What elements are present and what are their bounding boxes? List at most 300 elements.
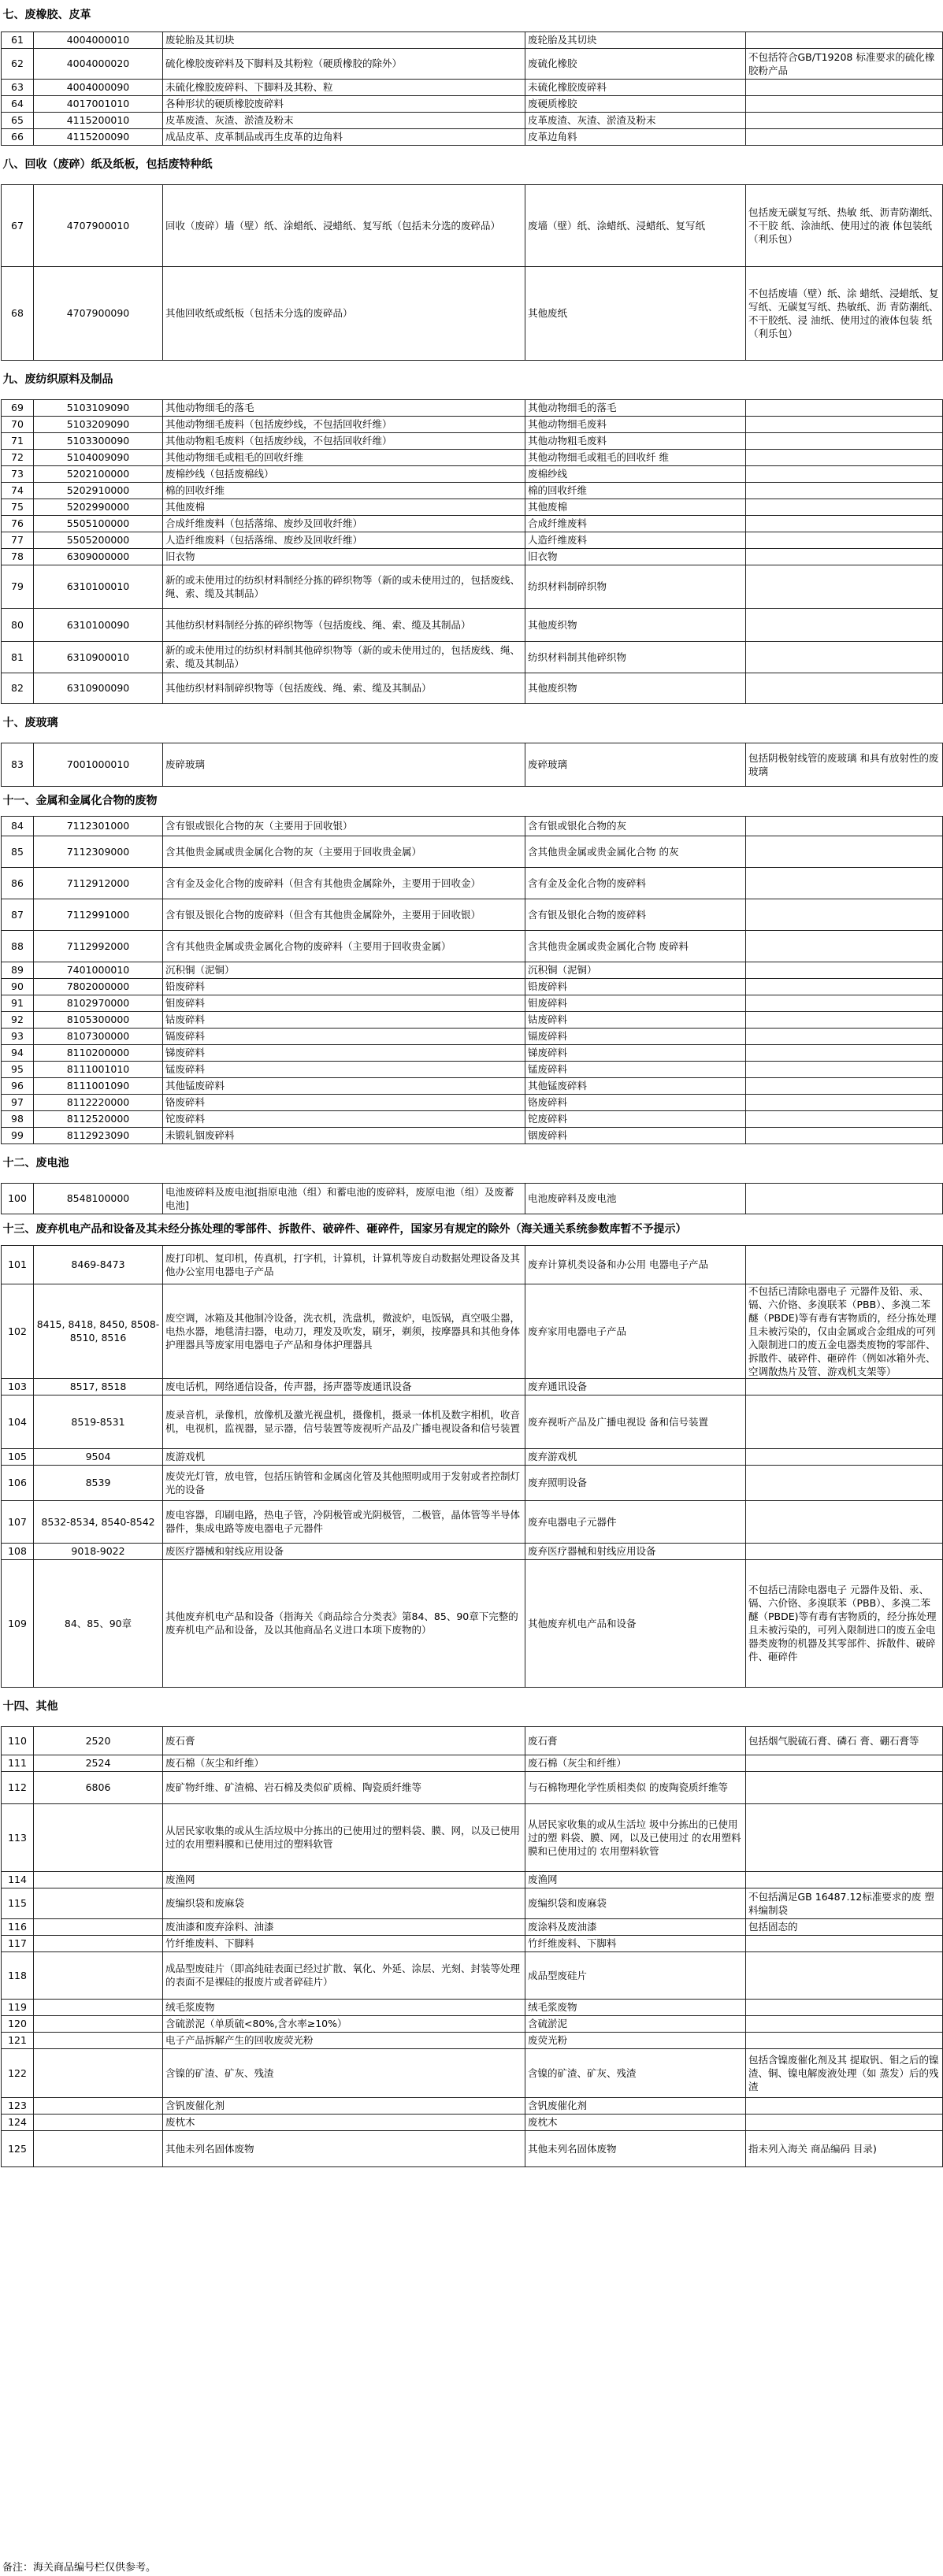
waste-name: 其他纺织材料制碎织物等（包括废线、绳、索、缆及其制品）	[163, 673, 525, 703]
remark	[746, 2114, 943, 2130]
table-row	[2, 673, 943, 703]
table-row	[2, 1999, 943, 2015]
short-name: 绒毛浆废物	[525, 1999, 746, 2015]
waste-name: 其他废棉	[163, 499, 525, 515]
row-number: 103	[2, 1378, 34, 1395]
remark	[746, 867, 943, 899]
row-number: 93	[2, 1028, 34, 1044]
section-header-row	[2, 1143, 943, 1183]
hs-code: 5202100000	[34, 465, 163, 482]
hs-code: 7112912000	[34, 867, 163, 899]
row-number: 92	[2, 1011, 34, 1028]
hs-code: 6310900090	[34, 673, 163, 703]
hs-code: 5103109090	[34, 399, 163, 416]
hs-code	[34, 1803, 163, 1871]
row-number: 76	[2, 515, 34, 532]
row-number: 97	[2, 1094, 34, 1110]
hs-code: 4004000020	[34, 48, 163, 79]
remark	[746, 565, 943, 608]
hs-code: 5202990000	[34, 499, 163, 515]
waste-name: 绒毛浆废物	[163, 1999, 525, 2015]
table-row	[2, 1094, 943, 1110]
section-title: 十、废玻璃	[2, 716, 58, 729]
remark	[746, 1771, 943, 1803]
table-row	[2, 1755, 943, 1771]
table-row	[2, 1771, 943, 1803]
row-number: 64	[2, 95, 34, 112]
remark	[746, 930, 943, 962]
table-row	[2, 482, 943, 499]
remark	[746, 1044, 943, 1061]
row-number: 90	[2, 978, 34, 995]
waste-name: 从居民家收集的或从生活垃圾中分拣出的已使用过的塑料袋、膜、网，以及已使用过的农用塑料膜和已使用过的塑料软管	[163, 1803, 525, 1871]
table-row	[2, 2114, 943, 2130]
waste-name: 皮革废渣、灰渣、淤渣及粉末	[163, 112, 525, 128]
remark	[746, 1999, 943, 2015]
short-name: 其他锰废碎料	[525, 1077, 746, 1094]
section-title: 七、废橡胶、皮革	[2, 9, 91, 22]
hs-code: 8111001010	[34, 1061, 163, 1077]
hs-code: 8110200000	[34, 1044, 163, 1061]
row-number: 68	[2, 266, 34, 360]
section-title: 十一、金属和金属化合物的废物	[2, 794, 158, 807]
short-name: 含其他贵金属或贵金属化合物 废碎料	[525, 930, 746, 962]
remark: 不包括已清除电器电子 元器件及铅、汞、镉、六价铬、多溴联苯（PBB）、多溴二苯醚（PBDE)等有毒有害物质的，经分拣处理且未被污染的，仅由金属或合金组成的可列入限制进口的废五金电器类废物的零部件、拆散件、破碎件、砸碎件（例如冰箱外壳、空调散热片及管、游戏机支架等）	[746, 1284, 943, 1378]
waste-name: 废油漆和废弃涂料、油漆	[163, 1918, 525, 1935]
waste-name: 合成纤维废料（包括落绵、废纱及回收纤维）	[163, 515, 525, 532]
table-row	[2, 548, 943, 565]
row-number: 80	[2, 608, 34, 641]
waste-name: 锑废碎料	[163, 1044, 525, 1061]
short-name: 废荧光粉	[525, 2032, 746, 2048]
remark: 包括烟气脱硫石膏、磷石 膏、硼石膏等	[746, 1726, 943, 1755]
short-name: 其他废纸	[525, 266, 746, 360]
table-row	[2, 1871, 943, 1888]
waste-name: 其他回收纸或纸板（包括未分选的废碎品）	[163, 266, 525, 360]
waste-name: 成品型废硅片（即高纯硅表面已经过扩散、氧化、外延、涂层、光刻、封装等处理的表面不是裸硅的报废片或者碎硅片）	[163, 1951, 525, 1999]
short-name: 钴废碎料	[525, 1011, 746, 1028]
short-name: 铊废碎料	[525, 1110, 746, 1127]
waste-name: 其他锰废碎料	[163, 1077, 525, 1094]
row-number: 77	[2, 532, 34, 548]
section-header-row	[2, 145, 943, 184]
waste-name: 硫化橡胶废碎料及下脚料及其粉粒（硬质橡胶的除外）	[163, 48, 525, 79]
waste-name: 钴废碎料	[163, 1011, 525, 1028]
remark	[746, 2097, 943, 2114]
waste-name: 含硫淤泥（单质硫<80%,含水率≥10%）	[163, 2015, 525, 2032]
waste-name: 含有金及金化合物的废碎料（但含有其他贵金属除外，主要用于回收金）	[163, 867, 525, 899]
row-number: 74	[2, 482, 34, 499]
remark	[746, 128, 943, 145]
row-number: 115	[2, 1888, 34, 1918]
short-name: 锰废碎料	[525, 1061, 746, 1077]
section-title: 十二、废电池	[2, 1156, 69, 1169]
section-header-row	[2, 703, 943, 743]
remark	[746, 2032, 943, 2048]
table-row	[2, 2048, 943, 2097]
table-row	[2, 2097, 943, 2114]
short-name: 其他未列名固体废物	[525, 2130, 746, 2166]
waste-name: 其他纺织材料制经分拣的碎织物等（包括废线、绳、索、缆及其制品）	[163, 608, 525, 641]
section-title: 八、回收（废碎）纸及纸板，包括废特种纸	[2, 158, 213, 171]
waste-name: 竹纤维废料、下脚料	[163, 1935, 525, 1951]
hs-code: 5505100000	[34, 515, 163, 532]
hs-code	[34, 2032, 163, 2048]
remark	[746, 816, 943, 836]
section-title: 十四、其他	[2, 1699, 58, 1713]
table-row	[2, 1183, 943, 1214]
table-row	[2, 565, 943, 608]
table-row	[2, 743, 943, 786]
row-number: 91	[2, 995, 34, 1011]
hs-code: 6310100010	[34, 565, 163, 608]
remark: 不包括符合GB/T19208 标准要求的硫化橡胶粉产品	[746, 48, 943, 79]
hs-code	[34, 2114, 163, 2130]
table-row	[2, 2032, 943, 2048]
row-number: 79	[2, 565, 34, 608]
hs-code: 4004000090	[34, 79, 163, 95]
hs-code: 4004000010	[34, 32, 163, 48]
footnote: 备注：海关商品编号栏仅供参考。	[2, 2562, 157, 2574]
waste-name: 废电话机，网络通信设备，传声器，扬声器等废通讯设备	[163, 1378, 525, 1395]
table-row	[2, 1726, 943, 1755]
table-row	[2, 1028, 943, 1044]
waste-name: 废编织袋和废麻袋	[163, 1888, 525, 1918]
waste-name: 含有其他贵金属或贵金属化合物的废碎料（主要用于回收贵金属）	[163, 930, 525, 962]
table-row	[2, 641, 943, 673]
waste-name: 新的或未使用过的纺织材料制经分拣的碎织物等（新的或未使用过的，包括废线、绳、索、缆及其制品）	[163, 565, 525, 608]
short-name: 沉积铜（泥铜）	[525, 962, 746, 978]
remark: 包括固态的	[746, 1918, 943, 1935]
remark: 不包括满足GB 16487.12标准要求的废 塑料编制袋	[746, 1888, 943, 1918]
remark	[746, 899, 943, 930]
row-number: 104	[2, 1395, 34, 1448]
waste-name: 未锻轧铟废碎料	[163, 1127, 525, 1143]
remark	[746, 416, 943, 432]
table-row	[2, 1448, 943, 1465]
row-number: 111	[2, 1755, 34, 1771]
remark	[746, 432, 943, 449]
table-row	[2, 1284, 943, 1378]
table-row	[2, 184, 943, 266]
table-row	[2, 1803, 943, 1871]
table-row	[2, 962, 943, 978]
row-number: 61	[2, 32, 34, 48]
row-number: 107	[2, 1500, 34, 1543]
hs-code: 6309000000	[34, 548, 163, 565]
table-row	[2, 112, 943, 128]
hs-code: 2520	[34, 1726, 163, 1755]
row-number: 78	[2, 548, 34, 565]
row-number: 101	[2, 1245, 34, 1284]
short-name: 铅废碎料	[525, 978, 746, 995]
hs-code	[34, 1935, 163, 1951]
remark	[746, 1077, 943, 1094]
table-row	[2, 95, 943, 112]
table-row	[2, 465, 943, 482]
short-name: 其他动物细毛的落毛	[525, 399, 746, 416]
hs-code: 8539	[34, 1465, 163, 1500]
row-number: 98	[2, 1110, 34, 1127]
remark: 指未列入海关 商品编码 目录)	[746, 2130, 943, 2166]
section-title: 十三、废弃机电产品和设备及其未经分拣处理的零部件、拆散件、破碎件、砸碎件，国家另有规定的除外（海关通关系统参数库暂不予提示）	[2, 1222, 687, 1236]
waste-name: 其他动物粗毛废料（包括废纱线，不包括回收纤维）	[163, 432, 525, 449]
waste-name: 含其他贵金属或贵金属化合物的灰（主要用于回收贵金属）	[163, 836, 525, 867]
hs-code: 9018-9022	[34, 1543, 163, 1559]
hs-code: 7802000000	[34, 978, 163, 995]
hs-code: 8548100000	[34, 1183, 163, 1214]
remark	[746, 1803, 943, 1871]
row-number: 89	[2, 962, 34, 978]
hs-code: 8107300000	[34, 1028, 163, 1044]
short-name: 废棉纱线	[525, 465, 746, 482]
remark	[746, 499, 943, 515]
hs-code: 4115200090	[34, 128, 163, 145]
hs-code: 4707900090	[34, 266, 163, 360]
remark	[746, 1127, 943, 1143]
waste-name: 其他废弃机电产品和设备（指海关《商品综合分类表》第84、85、90章下完整的废弃机电产品和设备，及以其他商品名义进口本项下废物的）	[163, 1559, 525, 1687]
remark	[746, 1448, 943, 1465]
table-row	[2, 515, 943, 532]
remark	[746, 995, 943, 1011]
row-number: 122	[2, 2048, 34, 2097]
hs-code: 4707900010	[34, 184, 163, 266]
remark	[746, 962, 943, 978]
short-name: 铬废碎料	[525, 1094, 746, 1110]
short-name: 其他废弃机电产品和设备	[525, 1559, 746, 1687]
row-number: 71	[2, 432, 34, 449]
row-number: 95	[2, 1061, 34, 1077]
hs-code: 7112992000	[34, 930, 163, 962]
table-row	[2, 1918, 943, 1935]
row-number: 82	[2, 673, 34, 703]
remark	[746, 548, 943, 565]
hs-code: 8532-8534, 8540-8542	[34, 1500, 163, 1543]
table-row	[2, 79, 943, 95]
table-row	[2, 48, 943, 79]
row-number: 65	[2, 112, 34, 128]
short-name: 含硫淤泥	[525, 2015, 746, 2032]
table-row	[2, 1127, 943, 1143]
table-row	[2, 532, 943, 548]
remark	[746, 112, 943, 128]
waste-name: 废打印机、复印机，传真机，打字机，计算机，计算机等废自动数据处理设备及其他办公室用电器电子产品	[163, 1245, 525, 1284]
row-number: 117	[2, 1935, 34, 1951]
table-row	[2, 816, 943, 836]
short-name: 废弃视听产品及广播电视设 备和信号装置	[525, 1395, 746, 1448]
table-row	[2, 1044, 943, 1061]
remark	[746, 532, 943, 548]
waste-name: 含镍的矿渣、矿灰、残渣	[163, 2048, 525, 2097]
waste-name: 旧衣物	[163, 548, 525, 565]
hs-code: 6806	[34, 1771, 163, 1803]
waste-name: 棉的回收纤维	[163, 482, 525, 499]
short-name: 皮革边角料	[525, 128, 746, 145]
remark	[746, 1061, 943, 1077]
remark	[746, 32, 943, 48]
table-row	[2, 2015, 943, 2032]
table-row	[2, 899, 943, 930]
table-row	[2, 1559, 943, 1687]
short-name: 其他动物粗毛废料	[525, 432, 746, 449]
row-number: 119	[2, 1999, 34, 2015]
row-number: 62	[2, 48, 34, 79]
remark	[746, 465, 943, 482]
row-number: 108	[2, 1543, 34, 1559]
short-name: 废枕木	[525, 2114, 746, 2130]
remark	[746, 79, 943, 95]
remark	[746, 482, 943, 499]
waste-name: 铬废碎料	[163, 1094, 525, 1110]
row-number: 125	[2, 2130, 34, 2166]
short-name: 含有银及银化合物的废碎料	[525, 899, 746, 930]
waste-name: 废枕木	[163, 2114, 525, 2130]
waste-name: 铊废碎料	[163, 1110, 525, 1127]
hs-code: 8517, 8518	[34, 1378, 163, 1395]
hs-code: 6310100090	[34, 608, 163, 641]
section-header-row	[2, 360, 943, 399]
short-name: 废编织袋和废麻袋	[525, 1888, 746, 1918]
short-name: 其他动物细毛或粗毛的回收纤 维	[525, 449, 746, 465]
table-row	[2, 1888, 943, 1918]
table-row	[2, 2130, 943, 2166]
waste-name: 废碎玻璃	[163, 743, 525, 786]
table-row	[2, 1935, 943, 1951]
waste-name: 新的或未使用过的纺织材料制其他碎织物等（新的或未使用过的，包括废线、绳、索、缆及其制品）	[163, 641, 525, 673]
table-row	[2, 867, 943, 899]
hs-code: 4017001010	[34, 95, 163, 112]
remark: 包括废无碳复写纸、热敏 纸、沥青防潮纸、不干胶 纸、涂油纸、使用过的液 体包装纸（利乐包）	[746, 184, 943, 266]
short-name: 废碎玻璃	[525, 743, 746, 786]
hs-code: 8415, 8418, 8450, 8508-8510, 8516	[34, 1284, 163, 1378]
table-row	[2, 1395, 943, 1448]
short-name: 锑废碎料	[525, 1044, 746, 1061]
hs-code: 8519-8531	[34, 1395, 163, 1448]
waste-name: 回收（废碎）墙（壁）纸、涂蜡纸、浸蜡纸、复写纸（包括未分选的废碎品）	[163, 184, 525, 266]
waste-name: 废矿物纤维、矿渣棉、岩石棉及类似矿质棉、陶瓷质纤维等	[163, 1771, 525, 1803]
row-number: 124	[2, 2114, 34, 2130]
short-name: 镉废碎料	[525, 1028, 746, 1044]
short-name: 废弃通讯设备	[525, 1378, 746, 1395]
short-name: 钼废碎料	[525, 995, 746, 1011]
short-name: 废弃医疗器械和射线应用设备	[525, 1543, 746, 1559]
hs-code	[34, 1951, 163, 1999]
table-row	[2, 128, 943, 145]
short-name: 其他废棉	[525, 499, 746, 515]
hs-code	[34, 2015, 163, 2032]
waste-name: 含钒废催化剂	[163, 2097, 525, 2114]
row-number: 67	[2, 184, 34, 266]
waste-name: 电池废碎料及废电池[指原电池（组）和蓄电池的废碎料，废原电池（组）及废蓄电池]	[163, 1183, 525, 1214]
waste-name: 钼废碎料	[163, 995, 525, 1011]
short-name: 废墙（壁）纸、涂蜡纸、浸蜡纸、复写纸	[525, 184, 746, 266]
section-header-row	[2, 0, 943, 32]
waste-name: 沉积铜（泥铜）	[163, 962, 525, 978]
waste-name: 锰废碎料	[163, 1061, 525, 1077]
hs-code: 8469-8473	[34, 1245, 163, 1284]
waste-name: 其他动物细毛废料（包括废纱线，不包括回收纤维）	[163, 416, 525, 432]
short-name: 从居民家收集的或从生活垃 圾中分拣出的已使用过的塑 料袋、膜、网，以及已使用过 的农用塑料膜和已使用过的 农用塑料软管	[525, 1803, 746, 1871]
table-row	[2, 399, 943, 416]
section-title: 九、废纺织原料及制品	[2, 373, 113, 386]
remark	[746, 515, 943, 532]
section-header-row	[2, 1214, 943, 1245]
waste-name: 成品皮革、皮革制品或再生皮革的边角料	[163, 128, 525, 145]
remark	[746, 1110, 943, 1127]
short-name: 未硫化橡胶废碎料	[525, 79, 746, 95]
remark	[746, 1094, 943, 1110]
table-row	[2, 1245, 943, 1284]
short-name: 废弃游戏机	[525, 1448, 746, 1465]
hs-code: 9504	[34, 1448, 163, 1465]
short-name: 含镍的矿渣、矿灰、残渣	[525, 2048, 746, 2097]
remark	[746, 1378, 943, 1395]
section-header-row	[2, 786, 943, 816]
hs-code: 5202910000	[34, 482, 163, 499]
short-name: 铟废碎料	[525, 1127, 746, 1143]
remark	[746, 1755, 943, 1771]
hs-code: 7112301000	[34, 816, 163, 836]
remark	[746, 449, 943, 465]
hs-code: 8111001090	[34, 1077, 163, 1094]
short-name: 皮革废渣、灰渣、淤渣及粉末	[525, 112, 746, 128]
waste-name: 废空调，冰箱及其他制冷设备，洗衣机，洗盘机，微波炉，电饭锅，真空吸尘器，电热水器，地毯清扫器，电动刀，理发及吹发，刷牙，剃须，按摩器具和其他身体护理器具等废家用电器电子产品和身体护理器具	[163, 1284, 525, 1378]
short-name: 成品型废硅片	[525, 1951, 746, 1999]
short-name: 废渔网	[525, 1871, 746, 1888]
remark	[746, 1395, 943, 1448]
waste-name: 其他动物细毛或粗毛的回收纤维	[163, 449, 525, 465]
short-name: 其他废织物	[525, 673, 746, 703]
hs-code: 7001000010	[34, 743, 163, 786]
short-name: 其他动物细毛废料	[525, 416, 746, 432]
remark	[746, 1500, 943, 1543]
row-number: 112	[2, 1771, 34, 1803]
waste-name: 废轮胎及其切块	[163, 32, 525, 48]
table-row	[2, 1951, 943, 1999]
table-row	[2, 266, 943, 360]
table-row	[2, 836, 943, 867]
row-number: 96	[2, 1077, 34, 1094]
waste-catalog-table	[1, 0, 943, 2167]
short-name: 电池废碎料及废电池	[525, 1183, 746, 1214]
remark	[746, 673, 943, 703]
table-row	[2, 1061, 943, 1077]
hs-code: 7112991000	[34, 899, 163, 930]
short-name: 含有金及金化合物的废碎料	[525, 867, 746, 899]
hs-code: 7112309000	[34, 836, 163, 867]
hs-code: 6310900010	[34, 641, 163, 673]
table-row	[2, 1077, 943, 1094]
table-row	[2, 1500, 943, 1543]
remark	[746, 95, 943, 112]
hs-code	[34, 2130, 163, 2166]
hs-code: 8105300000	[34, 1011, 163, 1028]
table-row	[2, 1465, 943, 1500]
hs-code	[34, 1871, 163, 1888]
hs-code	[34, 2097, 163, 2114]
remark: 包括含镍废催化剂及其 提取钒、钼之后的镍渣、铜、镍电解废液处理（如 蒸发）后的残渣	[746, 2048, 943, 2097]
row-number: 118	[2, 1951, 34, 1999]
remark	[746, 1183, 943, 1214]
waste-name: 废石膏	[163, 1726, 525, 1755]
remark	[746, 978, 943, 995]
short-name: 废弃计算机类设备和办公用 电器电子产品	[525, 1245, 746, 1284]
hs-code: 5505200000	[34, 532, 163, 548]
short-name: 废涂料及废油漆	[525, 1918, 746, 1935]
hs-code: 8112520000	[34, 1110, 163, 1127]
short-name: 含钒废催化剂	[525, 2097, 746, 2114]
waste-name: 废棉纱线（包括废棉线）	[163, 465, 525, 482]
